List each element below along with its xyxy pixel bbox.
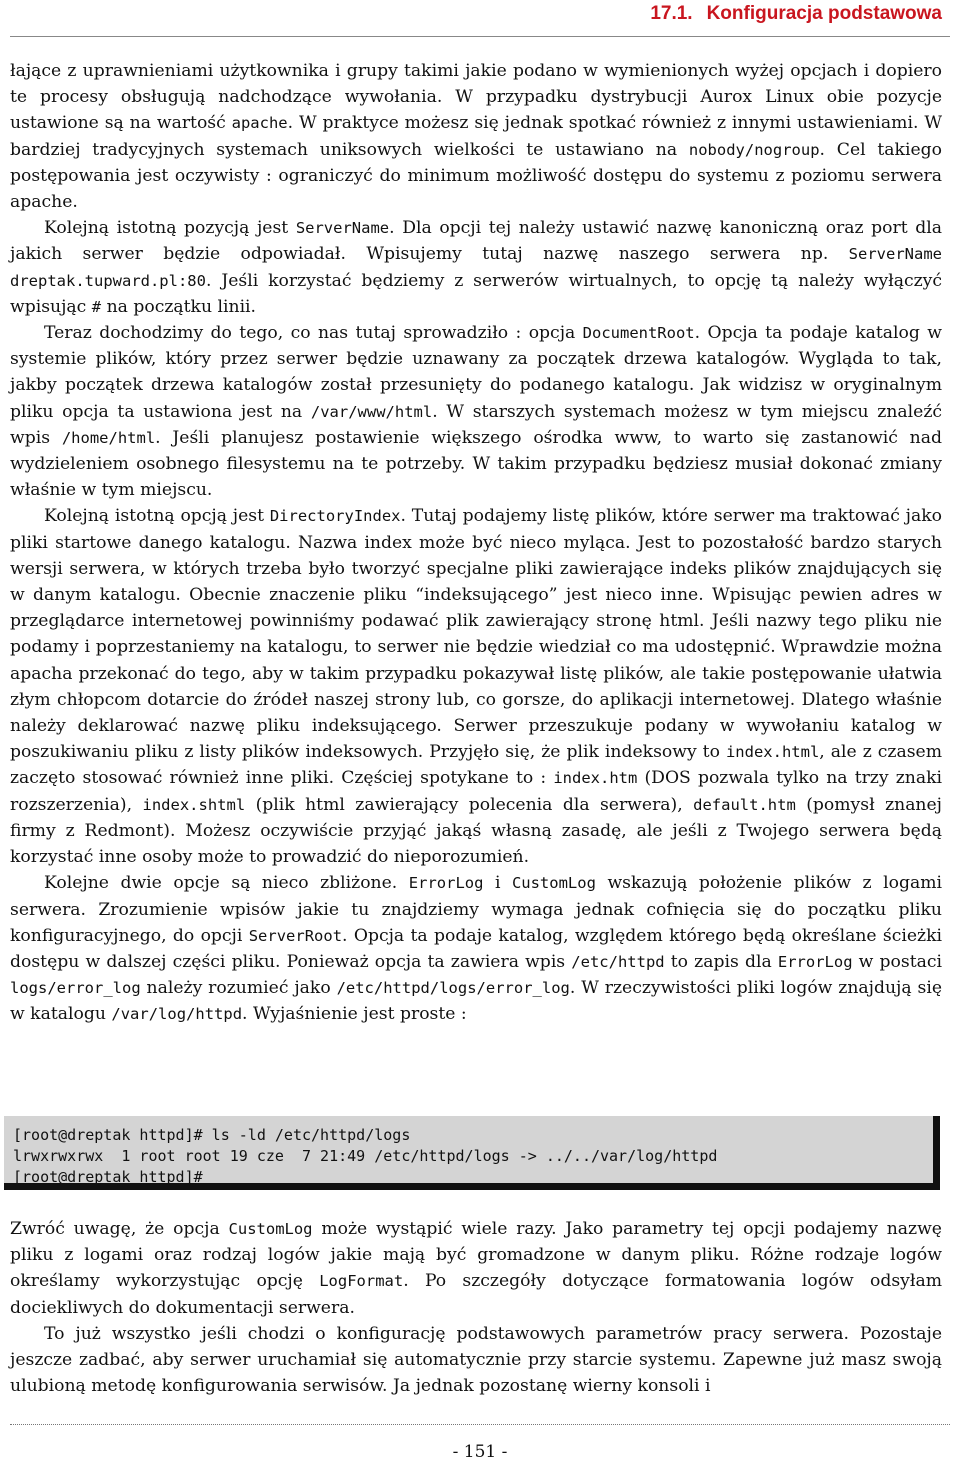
text-run: na początku linii. xyxy=(101,296,257,317)
code-customlog: CustomLog xyxy=(511,874,596,893)
page-number: - 151 - xyxy=(452,1442,508,1462)
code-var-www-html: /var/www/html xyxy=(310,402,433,421)
code-hash: # xyxy=(91,297,102,316)
code-logformat: LogFormat xyxy=(319,1272,404,1291)
text-run: łające z uprawnieniami użytkownika i grupy takimi jakie podano w wymienionych wyżej opcjach i dopiero te procesy obsługują nadchodzące wywołania. W przypadku dystrybucji Aurox Linux obie pozycje ustawione są na wartość xyxy=(10,61,942,134)
section-title: Konfiguracja podstawowa xyxy=(706,3,942,24)
code-etc-httpd-logs-error-log: /etc/httpd/logs/error_log xyxy=(336,979,570,998)
body-text-continued xyxy=(10,1216,942,1399)
code-home-html: /home/html xyxy=(61,428,156,447)
code-servername: ServerName xyxy=(295,219,390,238)
text-run: . Opcja ta podaje katalog w systemie plików, który przez serwer będzie uznawany za początek drzewa katalogów. Wygląda to tak, jakby początek drzewa katalogów został przesunięty do podanego katalogu. Jak widzisz w oryginalnym pliku opcja ta ustawiona jest na xyxy=(10,323,942,422)
footer-rule xyxy=(10,1424,950,1425)
code-index-htm: index.htm xyxy=(553,769,638,788)
terminal-line-1: [root@dreptak httpd]# ls -ld /etc/httpd/logs xyxy=(13,1126,411,1144)
paragraph-3 xyxy=(10,320,942,503)
text-run: to zapis dla xyxy=(664,951,778,972)
text-run: . Dla opcji tej należy ustawić nazwę kanoniczną oraz port dla jakich serwer będzie odpowiadał. Wpisujemy tutaj nazwę naszego serwera np. xyxy=(10,218,942,265)
text-run: . W starszych systemach możesz w tym miejscu znaleźć wpis xyxy=(10,401,942,448)
code-documentroot: DocumentRoot xyxy=(582,324,695,343)
code-errorlog: ErrorLog xyxy=(408,874,484,893)
code-var-log-httpd: /var/log/httpd xyxy=(111,1005,243,1024)
text-run: Kolejną istotną opcją jest xyxy=(44,506,270,527)
code-etc-httpd: /etc/httpd xyxy=(571,952,665,971)
text-run: może wystąpić wiele razy. Jako parametry tej opcji podajemy nazwę pliku z logami oraz rodzaj logów jakie mają być gromadzone w danym pliku. Różne rodzaje logów określamy wykorzystując opcję xyxy=(10,1219,942,1292)
code-default-htm: default.htm xyxy=(693,795,796,814)
body-text xyxy=(10,58,942,1028)
text-run: . W praktyce możesz się jednak spotkać również z innymi ustawieniami. W bardziej tradycyjnych systemach uniksowych wielkości te ustawiano na xyxy=(10,113,942,160)
terminal-line-3: [root@dreptak httpd]# xyxy=(13,1168,203,1186)
paragraph-2 xyxy=(10,215,942,320)
running-header xyxy=(650,0,942,28)
text-run: i xyxy=(483,873,512,894)
text-run: (pomysł znanej firmy z Redmont). Możesz oczywiście przyjąć jakąś własną zasadę, ale jeśli z Twojego serwera będą korzystać inne osoby może to prowadzić do nieporozumień. xyxy=(10,794,943,868)
section-number: 17.1. xyxy=(650,3,693,24)
text-run: . Cel takiego postępowania jest oczywisty : ograniczyć do minimum możliwość dostępu do systemu z poziomu serwera apache. xyxy=(10,139,942,213)
text-run: . Tutaj podajemy listę plików, które serwer ma traktować jako pliki startowe danego katalogu. Nazwa index może być nieco myląca. Jest to pozostałość bardzo starych wersji serwera, w których trzeba było tworzyć specjalne pliki zawierające indeks plików znajdujących się w danym katalogu. Obecnie znaczenie pliku “indeksującego” jest nieco inne. Wpisując pewien adres w przeglądarce internetowej powinniśmy podawać plik zawierający stronę html. Jeśli nazwy tego pliku nie podamy i poprzestaniemy na katalogu, to serwer nie będzie wiedział co ma udostępnić. Wprawdzie można apacha przekonać do tego, aby w takim przypadku pokazywał listę plików, ale takie postępowanie ułatwia złym chłopcom dotarcie do źródeł naszej strony lub, co gorsze, do aplikacji internetowej. Dlatego właśnie należy deklarować nazwę pliku indeksującego. Serwer przeszukuje podany w wywołaniu katalog w poszukiwaniu pliku z listy plików indeksowych. Przyjęło się, że plik indeksowy to xyxy=(10,506,942,763)
text-run: , ale z czasem zaczęto stosować również inne pliki. Częściej spotykane to : xyxy=(10,742,942,789)
code-nobody-nogroup: nobody/nogroup xyxy=(688,140,820,159)
text-run: . Wyjaśnienie jest proste : xyxy=(242,1004,467,1025)
code-logs-error-log: logs/error_log xyxy=(10,979,141,998)
paragraph-5 xyxy=(10,870,942,1027)
paragraph-7 xyxy=(10,1321,942,1400)
paragraph-1 xyxy=(10,58,942,215)
text-run: . Jeśli korzystać będziemy z serwerów wirtualnych, to opcję tą należy wyłączyć wpisując xyxy=(10,270,942,317)
text-run: Kolejną istotną pozycją jest xyxy=(44,218,296,239)
text-run: należy rozumieć jako xyxy=(140,978,337,999)
code-servername-example: ServerName dreptak.tupward.pl:80 xyxy=(10,245,942,290)
code-index-shtml: index.shtml xyxy=(142,795,246,814)
text-run: wskazują położenie plików z logami serwera. Zrozumienie wpisów jakie tu znajdziemy wymaga jednak cofnięcia się do początku pliku konfiguracyjnego, do opcji xyxy=(10,873,942,946)
paragraph-4 xyxy=(10,503,942,870)
terminal-line-2: lrwxrwxrwx 1 root root 19 cze 7 21:49 /etc/httpd/logs -> ../../var/log/httpd xyxy=(13,1147,718,1165)
text-run: . Jeśli planujesz postawienie większego ośrodka www, to warto się zastanowić nad wydzieleniem osobnego filesystemu na te potrzeby. W takim przypadku będziesz musiał dokonać zmiany właśnie w tym miejscu. xyxy=(10,427,943,501)
header-rule xyxy=(10,36,950,37)
code-errorlog-2: ErrorLog xyxy=(777,952,853,971)
text-run: Kolejne dwie opcje są nieco zbliżone. xyxy=(44,873,409,894)
terminal-listing xyxy=(4,1116,940,1190)
code-index-html: index.html xyxy=(725,743,820,762)
text-run: . Opcja ta podaje katalog, względem którego będą określane ścieżki dostępu w dalszej części pliku. Ponieważ opcja ta zawiera wpis xyxy=(10,925,942,972)
text-run: . W rzeczywistości pliki logów znajdują się w katalogu xyxy=(10,978,942,1025)
text-run: (DOS pozwala tylko na trzy znaki rozszerzenia), xyxy=(10,768,943,815)
code-apache: apache xyxy=(231,114,288,133)
text-run: (plik html zawierający polecenia dla serwera), xyxy=(245,794,694,815)
code-customlog-2: CustomLog xyxy=(228,1220,313,1238)
text-run: w postaci xyxy=(852,951,942,972)
paragraph-6 xyxy=(10,1216,942,1321)
text-run: Teraz dochodzimy do tego, co nas tutaj sprowadziło : opcja xyxy=(44,323,583,344)
text-run: . Po szczegóły dotyczące formatowania logów odsyłam dociekliwych do dokumentacji serwera. xyxy=(10,1271,942,1318)
code-serverroot: ServerRoot xyxy=(248,926,343,945)
text-run: Zwróć uwagę, że opcja xyxy=(10,1219,229,1239)
text-run: To już wszystko jeśli chodzi o konfigurację podstawowych parametrów pracy serwera. Pozostaje jeszcze zadbać, aby serwer uruchamiał się automatycznie przy starcie systemu. Zapewne już masz swoją ulubioną metodę konfigurowania serwisów. Ja jednak pozostanę wierny konsoli i xyxy=(10,1323,942,1397)
code-directoryindex: DirectoryIndex xyxy=(269,507,401,526)
